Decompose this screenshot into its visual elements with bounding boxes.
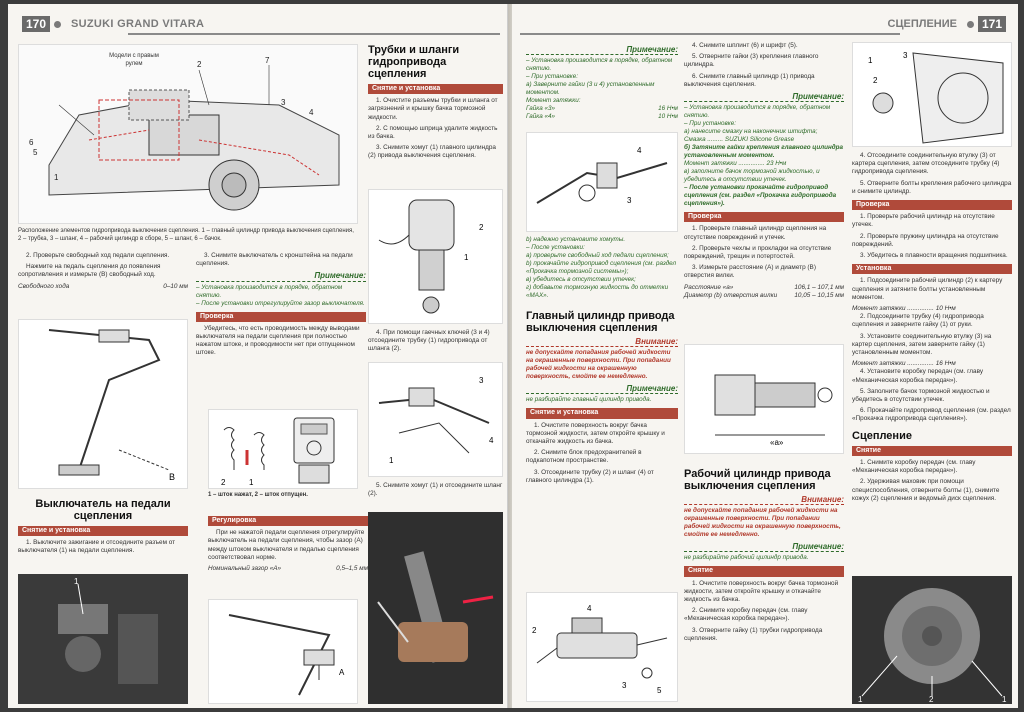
dist-spec	[684, 292, 844, 300]
switch-step: 3. Снимите выключатель с кронштейна на педали сцепления.	[196, 252, 353, 268]
left-page	[8, 4, 508, 708]
check-step: 2. Проверьте пружину цилиндра на отсутствие повреждений.	[852, 232, 999, 248]
svg-text:4: 4	[637, 146, 642, 155]
note-line: а) нанесите смазку на наконечник штифта;	[684, 128, 818, 136]
wrench-figure	[368, 362, 503, 477]
engine-bay-drawing	[19, 45, 358, 224]
note-heading: Примечание:	[196, 272, 366, 281]
measure-drawing	[685, 345, 844, 454]
header-rule	[520, 33, 900, 35]
master-step: 1. Очистите поверхность вокруг бачка тормозной жидкости, затем откройте крышку и откачайте жидкость из бачка.	[526, 421, 665, 446]
svg-text:5: 5	[657, 686, 662, 695]
switch-cont-section	[196, 252, 366, 361]
svg-text:3: 3	[281, 98, 286, 107]
svg-text:3: 3	[627, 196, 632, 205]
tubes-step: 3. Снимите хомут (1) главного цилиндра (2) привода выключения сцепления.	[368, 144, 496, 160]
note-line: а) Заверните гайки (3 и 4) установленным моментом.	[526, 81, 655, 97]
section-tag: Снятие	[684, 566, 844, 576]
slave-cyl-drawing	[853, 43, 1012, 147]
check-step: 1. Проверьте рабочий цилиндр на отсутствие утечек.	[852, 213, 995, 229]
spec-label: Расстояние «а»	[684, 283, 734, 291]
multimeter-figure	[208, 409, 358, 489]
free-play-section	[18, 252, 188, 291]
note-line: – После установки прокачайте гидропривод сцепления (см. раздел «Прокачка гидропривода сцепления»).	[684, 184, 837, 208]
measure-figure	[684, 344, 844, 454]
torque-value: 16 Н•м	[658, 105, 678, 113]
bullet-icon	[967, 21, 974, 28]
multimeter-drawing	[209, 410, 358, 489]
right-page	[512, 4, 1018, 708]
svg-text:3: 3	[903, 51, 908, 60]
slave-step: 1. Очистите поверхность вокруг бачка тормозной жидкости, затем откройте крышку и откачайте жидкость из бачка.	[684, 579, 839, 604]
check-step: 3. Убедитесь в плавности вращения подшипника.	[860, 252, 1008, 260]
tube-clamp-figure	[368, 189, 503, 324]
section-tag: Установка	[852, 264, 1012, 274]
note-line: не разбирайте главный цилиндр привода.	[526, 396, 652, 404]
engine-bay-figure	[18, 44, 358, 224]
section-title: Сцепление	[852, 429, 912, 442]
svg-text:«a»: «a»	[770, 438, 784, 447]
svg-text:4: 4	[587, 604, 592, 613]
hose-photo	[368, 512, 503, 704]
svg-text:2: 2	[873, 76, 878, 85]
adjust-figure	[208, 599, 358, 704]
svg-text:6: 6	[29, 138, 34, 147]
adjust-text: При не нажатой педали сцепления отрегулируйте выключатель на педали сцепления, чтобы зазор (А) между штоком выключателя и педалью сцепления соответствовал норме.	[208, 529, 365, 561]
svg-text:A: A	[339, 668, 345, 677]
clutch-photo-drawing	[852, 576, 1012, 704]
svg-text:7: 7	[265, 56, 270, 65]
clutch-step: 2. Удерживая маховик при помощи специспособления, отверните болты (1), снимите кожух (2) сцепления и ведомый диск сцепления.	[852, 478, 1000, 502]
check-step: 2. Проверьте чехлы и прокладки на отсутствие повреждений, трещин и потертостей.	[684, 244, 832, 261]
tubes-step: 4. При помощи гаечных ключей (3 и 4) отсоедините трубку (1) гидропривода от шланга (2).	[368, 329, 490, 353]
tubes-note-section	[526, 42, 678, 121]
section-tag: Снятие	[852, 446, 1012, 456]
note-heading: Примечание:	[684, 93, 844, 102]
switch-step: 1. Выключите зажигание и отсоедините разъем от выключателя (1) на педали сцепления.	[18, 539, 176, 555]
tubes-section	[368, 40, 503, 164]
torque-label: Гайка «4»	[526, 113, 555, 121]
gap-spec	[208, 565, 368, 573]
svg-text:4: 4	[309, 108, 314, 117]
slave-section	[684, 464, 844, 646]
note-line: – После установки:	[526, 244, 585, 251]
page-number: 170	[22, 16, 50, 32]
spec-label: Свободного хода	[18, 282, 70, 290]
install-step: 3. Установите соединительную втулку (3) на картер сцепления, затем заверните гайку (1) установленным моментом.	[852, 332, 992, 357]
switch-section	[18, 494, 188, 559]
nuts-drawing	[527, 133, 678, 232]
section-tag: Проверка	[852, 200, 1012, 210]
spec-value: 106,1 – 107,1 мм	[794, 283, 844, 291]
note-line: в) убедитесь в отсутствии утечек;	[526, 276, 636, 283]
note-line: – Установка производится в порядке, обратном снятию.	[526, 57, 673, 73]
tubes-step: 2. С помощью шприца удалите жидкость из бачка.	[368, 124, 498, 141]
right-page-header	[888, 16, 1007, 32]
svg-text:1: 1	[464, 253, 469, 262]
master-step: 5. Отверните гайки (3) крепления главного цилиндра.	[684, 53, 819, 69]
master-cyl-drawing	[527, 593, 678, 702]
svg-text:1: 1	[249, 478, 254, 487]
warn-text: не допускайте попадания рабочей жидкости на окрашенные поверхности. При попадании рабочей жидкости на окрашенную поверхность, смойте ее немедленно.	[526, 349, 671, 381]
note-line: – Установка производится в порядке, обратном снятию.	[684, 104, 831, 120]
slave-cyl-figure	[852, 42, 1012, 147]
master-step: 3. Отсоедините трубку (2) и шланг (4) от главного цилиндра (1).	[526, 468, 654, 484]
note-line: b) прокачайте гидропривод сцепления (см. раздел «Прокачка тормозной системы»);	[526, 260, 677, 275]
slave-step: 5. Отверните болты крепления рабочего цилиндра и снимите цилиндр.	[852, 179, 1012, 195]
hose-photo-drawing	[368, 512, 503, 704]
section-title: Рабочий цилиндр привода выключения сцепления	[684, 468, 831, 492]
bullet-icon	[54, 21, 61, 28]
tubes-step: 1. Очистите разъемы трубки и шланга от загрязнений и крышку бачка тормозной жидкости.	[368, 97, 498, 121]
svg-text:3: 3	[622, 681, 627, 690]
slave-step: 4. Отсоедините соединительную втулку (3) от картера сцепления, затем отсоедините трубку (4) гидропривода сцепления.	[852, 152, 1000, 176]
install-step: 5. Заполните бачок тормозной жидкостью и убедитесь в отсутствии утечек.	[852, 387, 990, 404]
svg-text:1: 1	[389, 456, 394, 465]
note-line: Смазка ......... SUZUKI Silicone Grease	[684, 136, 795, 144]
note-heading: Примечание:	[526, 385, 678, 394]
note-heading: Примечание:	[526, 46, 678, 55]
svg-text:4: 4	[489, 436, 494, 445]
torque-spec: Момент затяжки ............... 10 Н•м	[852, 305, 956, 313]
tube-clamp-drawing	[369, 190, 503, 324]
free-play-spec	[18, 283, 188, 291]
slave-cont-section	[852, 152, 1012, 506]
torque-label: Гайка «3»	[526, 105, 555, 113]
torque-row	[526, 105, 678, 113]
section-tag: Проверка	[684, 212, 844, 222]
fig-label: Модели с правым рулем	[109, 53, 159, 67]
switch-photo	[18, 574, 188, 704]
note-line: не разбирайте рабочий цилиндр привода.	[684, 554, 809, 562]
svg-text:5: 5	[33, 148, 38, 157]
section-tag: Регулировка	[208, 516, 368, 526]
torque-row	[526, 113, 678, 121]
pedal-figure	[18, 319, 188, 489]
running-title: SUZUKI GRAND VITARA	[71, 18, 205, 30]
spec-value: 0–10 мм	[163, 282, 188, 290]
section-tag: Снятие и установка	[526, 408, 678, 418]
free-play-step: 2. Проверьте свободный ход педали сцепления.	[26, 252, 170, 259]
section-tag: Проверка	[196, 312, 366, 322]
torque-spec: Момент затяжки ............... 16 Н•м	[852, 360, 956, 368]
svg-text:2: 2	[197, 60, 202, 69]
master-cyl-figure	[526, 592, 678, 702]
svg-text:B: B	[169, 472, 176, 482]
adjust-section	[208, 512, 368, 573]
note-line: б) Затяните гайки крепления главного цилиндра установленным моментом.	[684, 144, 844, 160]
note-line: – После установки отрегулируйте зазор выключателя.	[196, 299, 365, 307]
note-line: Момент затяжки:	[526, 97, 581, 105]
check-text: Убедитесь, что есть проводимость между выводами выключателя на педали сцепления при полностью нажатом штоке, и проводимости нет при отпущенном штоке.	[196, 324, 360, 357]
dist-spec	[684, 284, 844, 292]
header-rule	[128, 33, 500, 35]
note-line: в) заполните бачок тормозной жидкостью, и убедитесь в отсутствии утечек.	[684, 168, 820, 184]
section-tag: Снятие и установка	[368, 84, 503, 94]
master-cont-section	[684, 42, 844, 300]
note-line: а) проверьте свободный ход педали сцепления;	[526, 252, 669, 259]
install-step: 4. Установите коробку передач (см. главу «Механическая коробка передач»).	[852, 368, 984, 384]
check-step: 3. Измерьте расстояние (А) и диаметр (В) отверстия вилки.	[684, 264, 816, 280]
slave-step: 3. Отверните гайку (1) трубки гидропривода сцепления.	[684, 626, 823, 642]
switch-fig-caption: 1 – шток нажат, 2 – шток отпущен.	[208, 492, 308, 498]
svg-text:1: 1	[858, 695, 863, 704]
section-title: Трубки и шланги гидропривода сцепления	[368, 44, 460, 80]
pedal-drawing	[19, 320, 188, 489]
warn-heading: Внимание:	[684, 496, 844, 505]
svg-text:1: 1	[54, 173, 59, 182]
fig1-caption: Расположение элементов гидропривода выключения сцепления. 1 – главный цилиндр привода выключения сцепления, 2 – трубка, 3 – шланг, 4 – рабочий цилиндр в сборе, 5 – шланг, 6 – бачок.	[18, 228, 354, 242]
note-line: – Установка производится в порядке, обратном снятию.	[196, 283, 343, 299]
master-step: 6. Снимите главный цилиндр (1) привода выключения сцепления.	[684, 72, 815, 88]
warn-heading: Внимание:	[526, 338, 678, 347]
install-step: 2. Подсоедините трубку (4) гидропривода сцепления и заверните гайку (1) от руки.	[852, 313, 984, 329]
svg-text:1: 1	[1002, 695, 1007, 704]
svg-text:1: 1	[74, 577, 79, 586]
master-step: 4. Снимите шплинт (6) и шрифт (5).	[692, 42, 798, 49]
install-step: 6. Прокачайте гидропривод сцепления (см. раздел «Прокачка гидропривода сцепления»).	[852, 407, 1011, 423]
note-heading: Примечание:	[684, 543, 844, 552]
spec-value: 10,05 – 10,15 мм	[794, 291, 844, 299]
spec-value: 0,5–1,5 мм	[336, 565, 368, 573]
torque-value: 10 Н•м	[658, 113, 678, 121]
slave-step: 2. Снимите коробку передач (см. главу «Механическая коробка передач»).	[684, 607, 808, 623]
clutch-photo	[852, 576, 1012, 704]
page-number: 171	[978, 16, 1006, 32]
note-line: – При установке:	[684, 120, 737, 128]
left-page-header	[22, 16, 204, 32]
running-title: СЦЕПЛЕНИЕ	[887, 18, 957, 30]
note-line: Момент затяжки ............... 23 Н•м	[684, 160, 787, 168]
section-title: Главный цилиндр привода выключения сцепления	[526, 310, 675, 334]
svg-text:3: 3	[479, 376, 484, 385]
section-tag: Снятие и установка	[18, 526, 188, 536]
free-play-step: Нажмите на педаль сцепления до появления сопротивления и измерьте (В) свободный ход.	[18, 263, 161, 279]
svg-text:2: 2	[929, 695, 934, 704]
tubes-step4	[368, 329, 503, 357]
tubes-note-b	[526, 236, 678, 488]
svg-text:2: 2	[532, 626, 537, 635]
wrench-drawing	[369, 363, 503, 477]
master-step: 2. Снимите блок предохранителей в подкапотном пространстве.	[526, 449, 642, 465]
svg-text:1: 1	[868, 56, 873, 65]
svg-text:2: 2	[221, 478, 226, 487]
section-title: Выключатель на педали сцепления	[35, 498, 171, 522]
tubes-step: 5. Снимите хомут (1) и отсоедините шланг (2).	[368, 482, 503, 498]
spec-label: Номинальный зазор «А»	[208, 565, 282, 573]
svg-text:2: 2	[479, 223, 484, 232]
adjust-drawing	[209, 600, 358, 704]
warn-text: не допускайте попадания рабочей жидкости на окрашенные поверхности. При попадании рабочей жидкости на окрашенную поверхность, смойте ее немедленно.	[684, 507, 841, 539]
check-step: 1. Проверьте главный цилиндр сцепления на отсутствие повреждений и утечек.	[684, 225, 827, 241]
note-line: b) надежно установите хомуты.	[526, 236, 626, 243]
note-line: – При установке:	[526, 73, 579, 81]
clutch-step: 1. Снимите коробку передач (см. главу «Механическая коробка передач»).	[852, 458, 976, 475]
switch-photo-drawing	[18, 574, 188, 704]
install-step: 1. Подсоедините рабочий цилиндр (2) к картеру сцепления и затяните болты установленным моментом.	[852, 277, 1003, 301]
note-line: г) добавьте тормозную жидкость до отметки «MAX».	[526, 284, 669, 299]
spec-label: Диаметр (b) отверстия вилки	[684, 291, 778, 299]
tubes-step5	[368, 482, 503, 501]
nuts-figure	[526, 132, 678, 232]
